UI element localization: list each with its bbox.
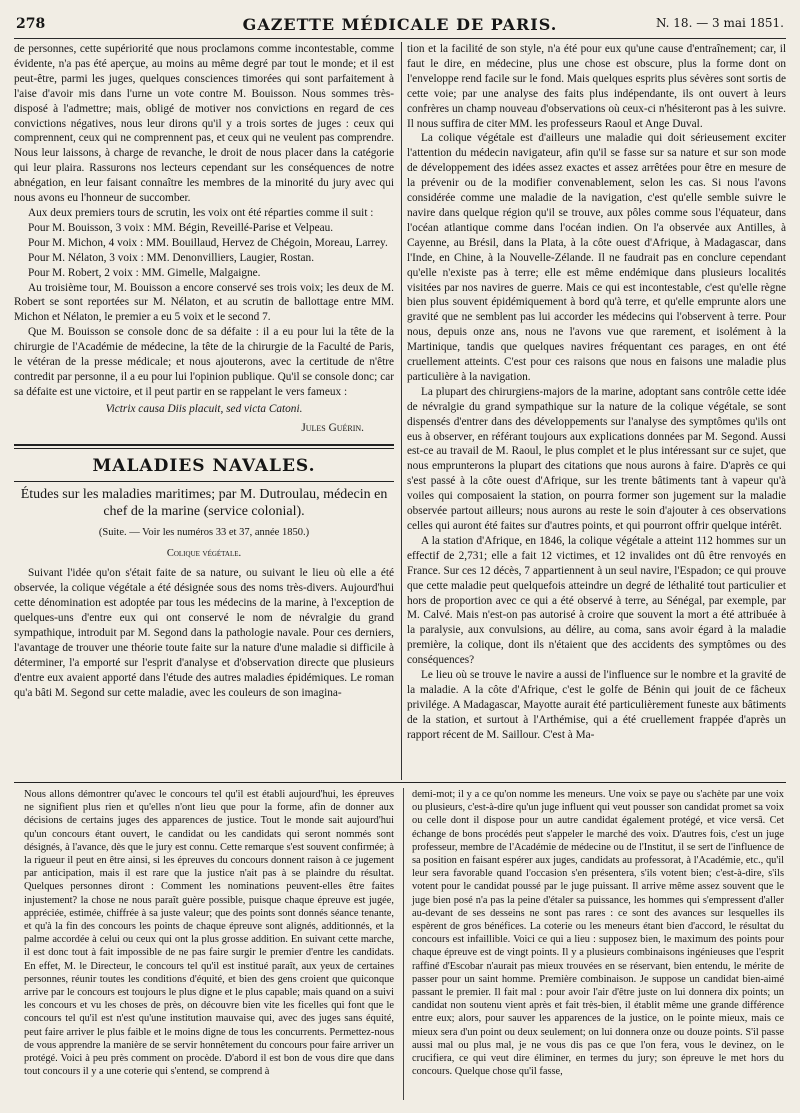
section-title: MALADIES NAVALES. bbox=[92, 455, 316, 476]
author-signature: Jules Guérin. bbox=[301, 421, 364, 434]
column-divider bbox=[401, 42, 402, 780]
feuilleton-divider bbox=[14, 782, 786, 783]
page-number: 278 bbox=[16, 16, 46, 32]
feuilleton-left: Nous allons démontrer qu'avec le concours tel qu'il est établi aujourd'hui, les épreuves ne signifient plus rien et qu'elles n'ont lieu que pour la forme, afin de donner aux décisions de certains juges des apparences de justice. Tout le monde sait aujourd'hui qu'un concours étant ouvert, le candidat ou les candidats qui seront nommés sont désignés, à l'avance, dès que le jury est connu. Cette remarque s'est souvent confirmée; à la rigueur il peut en être ainsi, si les épreuves du concours donnent raison à ce jugement par anticipation, mais il est rare que la justice n'ait pas à se plaindre du résultat. Quelques personnes diront : Comment les nominations peuvent-elles être faites injustement? la chose ne nous paraît guère possible, puisque chaque épreuve est jugée, appréciée, estimée, chiffrée à sa juste valeur; que des points sont donnés séance tenante, et qu'à la fin des concours les points de chaque épreuve sont alignés, additionnés, et la palme accordée à celui ou ceux qui ont la plus grosse addition. En suivant cette marche, il est donc tout à fait impossible de ne pas faire surgir le premier d'entre les candidats. En effet, M. le Directeur, le concours tel qu'il est institué paraît, aux yeux de certaines personnes, réunir toutes les conditions d'équité, et bien des gens croient que quiconque arrive par le concours est toujours le plus digne et le plus capable; mais quand on a suivi les concours et vu les choses de près, on découvre bien vite les ficelles qui font que le concours tel qu'il est n'est qu'une institution mauvaise qui, avec des juges sans équité, peut faire arriver le plus faible et le moins digne de tous les concurrents. Permettez-nous de vous apprendre la manière de se servir honnêtement du concours pour faire arriver un protégé. Voici à peu près comment on procède. D'abord il est bon de vous dire que dans tout concours il y a une coterie qui s'entend, se comprend à bbox=[24, 789, 394, 1078]
paragraph: Que M. Bouisson se console donc de sa défaite : il a eu pour lui la tête de la chirurgie de l'Académie de médecine, la tête de la chirurgie de la Faculté de Paris, le vétéran de la presse médicale; et nous ajouterons, avec la certitude de n'être contredit par personne, il a eu pour lui l'opinion publique. Qu'il se console donc; car sa défaite est une victoire, et il peut partir en se rappelant le vers fameux : bbox=[14, 326, 394, 398]
paragraph: La colique végétale est d'ailleurs une maladie qui doit sérieusement exciter l'attention du médecin navigateur, afin qu'il se fasse sur sa nature et sur son mode de développement des idées assez exactes et assez arrêtées pour être en mesure de la prévenir ou de la modifier convenablement, selon les cas. Si nous l'avons considérée comme une maladie de la navigation, c'est qu'elle semble suivre le navire dans quelque région qu'il se trouve, aux pôles comme sous l'équateur, dans l'océan atlantique comme dans l'océan indien. On l'a observée aux Antilles, à Cayenne, au Brésil, dans la Plata, à la côte ouest d'Afrique, à Madagascar, dans l'Inde, en Chine, à la Nouvelle-Zélande. Il ne faudrait pas en conclure cependant qu'elle n'existe pas à terre; elle est même endémique dans plusieurs localités visitées par nos navires de guerre. Mais ce qui est incontestable, c'est qu'elle règne bien plus souvent épidémiquement à bord qu'à terre, et qu'elle emprunte alors une gravité que ne semblent pas lui accorder les médecins qui l'observent à terre. Pour nous, depuis onze ans, nous ne l'avons vue que rarement, et isolément à la Martinique, tandis que quelques navires fréquentant ces parages, en ont été cruellement atteints. C'est pour ces raisons que nous en faisons une maladie plus particulière à la navigation. bbox=[407, 132, 786, 383]
vote-line: Pour M. Bouisson, 3 voix : MM. Bégin, Reveillé-Parise et Velpeau. bbox=[28, 221, 334, 234]
latin-verse: Victrix causa Diis placuit, sed victa Catoni. bbox=[105, 402, 303, 415]
section-divider bbox=[14, 444, 394, 446]
issue-date: N. 18. — 3 mai 1851. bbox=[655, 16, 784, 30]
paragraph: A la station d'Afrique, en 1846, la colique végétale a atteint 112 hommes sur un effectif de 2,731; elle a fait 12 victimes, et 12 invalides ont dû être renvoyés en France. Sur ces 12 décès, 7 appartiennent à un seul navire, l'Espadon; ce qui prouve que cette maladie peut quelquefois atteindre un degré de léthalité tout particulier et hors de proportion avec ce qui a été observé à terre, au Sénégal, par exemple, par M. Calvé. Mais n'est-on pas autorisé à croire que souvent la mort a été attribuée à la paralysie, aux convulsions, au délire, au coma, sans avoir égard à la maladie première, la colique, dont ils n'étaient que des accidents des symptômes ou des conséquences? bbox=[407, 534, 786, 667]
section-divider bbox=[14, 448, 394, 449]
journal-title: GAZETTE MÉDICALE DE PARIS. bbox=[242, 15, 558, 34]
vote-line: Pour M. Michon, 4 voix : MM. Bouillaud, Hervez de Chégoin, Moreau, Larrey. bbox=[28, 236, 388, 249]
page bbox=[14, 10, 786, 1105]
paragraph: Au troisième tour, M. Bouisson a encore conservé ses trois voix; les deux de M. Robert se sont reportées sur M. Nélaton, et au scrutin de ballottage entre MM. Michon et Nélaton, le premier a eu 5 voix et le second 7. bbox=[14, 281, 394, 324]
paragraph: Suivant l'idée qu'on s'était faite de sa nature, ou suivant le lieu où elle a été observée, la colique végétale a été désignée sous des noms très-divers. Aujourd'hui cette dénomination est adoptée par tous les médecins de la marine, à l'exception de quelques-uns d'entre eux qui ont conservé le nom de névralgie du grand sympathique, introduit par M. Segond dans la pathologie navale. Pour ces derniers, l'avantage de trouver une théorie toute faite sur la nature d'une maladie si difficile à déterminer, l'a emporté sur l'esprit d'analyse et d'observation directe que plusieurs d'entre eux avaient apporté dans l'étude des autres maladies épidémiques. Le roman qu'a bâti M. Segond sur cette maladie, avec les couleurs de son imagina- bbox=[14, 567, 394, 699]
section-divider bbox=[14, 481, 394, 482]
paragraph: La plupart des chirurgiens-majors de la marine, adoptant sans contrôle cette idée de névralgie du grand sympathique sur la nature de la colique végétale, se sont dispensés d'entrer dans des développements sur l'analyse des symptômes qu'ils ont eus à observer, en référant toujours aux explications données par M. Segond. Aussi est-ce au travail de M. Raoul, le plus complet et le plus intéressant sur ce sujet, que nous emprunterons la plupart des citations que nous aurons à faire. D'après ce qui s'est passé à la côte ouest d'Afrique, sur les trente bâtiments tant à vapeur qu'à voiles qui composaient la station, on pourra former son jugement sur la maladie observée partout ailleurs; nous aurons au reste le soin d'ajouter à ces observations celles qui auront été faites sur d'autres points, et qui pourront offrir quelque intérêt. bbox=[407, 385, 786, 532]
feuilleton-column-divider bbox=[403, 788, 404, 1100]
paragraph: Le lieu où se trouve le navire a aussi de l'influence sur le nombre et la gravité de la maladie. A la côte d'Afrique, c'est le golfe de Bénin qui jouit de ce fâcheux privilége. A Madagascar, Mayotte aurait été particulièrement funeste aux bâtiments de la station, et surtout à l'Arthémise, qui a été cruellement frappée d'après un rapport récent de M. Saillour. C'est à Ma- bbox=[407, 669, 786, 741]
feuilleton-right: demi-mot; il y a ce qu'on nomme les meneurs. Une voix se paye ou s'achète par une voix ou plusieurs, c'est-à-dire qu'un juge influent qui veut pousser son candidat promet sa voix ou celle dont il dispose pour un autre candidat également protégé, et vice versâ. Cet échange de bons procédés peut s'appeler le marché des voix. D'autres fois, c'est un juge professeur, membre de l'Académie de médecine ou de l'Institut, il se sert de l'influence de sa position en faisant espérer aux juges, candidats au professorat, à l'Académie, etc., qu'il leur sera favorable quand l'occasion s'en présentera, s'ils votent bien; c'est-à-dire, s'ils votent pour le candidat poussé par le juge puissant. Il arrive même assez souvent que le juge bien posé n'a pas la peine d'étaler sa puissance, les hommes qui s'empressent d'aller au-devant de ses desseins ne sont pas rares : ce sont des avances sur lesquelles ils espèrent de gros bénéfices. La coterie ou les meneurs étant bien d'accord, le résultat du concours est infaillible. Voici ce qui a lieu : supposez bien, le maximum des points pour chaque épreuve est de vingt points. Il y a plusieurs combinaisons ingénieuses que l'esprit raffiné d'Escobar n'aurait pas mieux trouvées en se réservant, bien entendu, le mérite de passer pour un saint homme. Première combinaison. Je suppose un candidat bien-aimé passant le premier. Il fait mal : pour avoir l'air d'être juste on lui donnera dix points; un candidat non soutenu vient après et fait très-bien, il établit même une grande différence entre eux; alors, pour sauver les apparences de la justice, on le pointe mieux, mais ce mieux sera d'un point ou deux seulement; on lui donnera onze ou douze points. S'il passe aussi mal ou plus mal, je ne vous dis pas ce que l'on fera, vous le devinez, on le crucifiera, ce qui veut dire éliminer, en termes du jury; son épreuve le met hors du concours. Quelque chose qu'il fasse, bbox=[412, 789, 784, 1078]
paragraph: de personnes, cette supériorité que nous proclamons comme incontestable, comme évidente, n'a pas été aperçue, au moins au même degré par tout le monde; et il est peut-être, parmi les juges, quelques consciences timorées qui sont parfaitement à l'aise d'avoir mis dans l'urne un vote contre M. Bouisson. Nous sommes très-disposé à l'admettre; mais, obligé de motiver nos convictions en regard de ces convictions négatives, nous leur dirons qu'il y a trois sortes de juges : ceux qui comprennent, ceux qui ne comprennent pas, et ceux qui ne veulent pas comprendre. Nous leur laissons, à charge de revanche, le droit de nous placer dans la catégorie qui leur plaira. Rassurons nos lecteurs cependant sur les conséquences de notre abnégation, en leur faisant connaître les membres de la minorité du jury avec qui nous avons eu l'honneur de succomber. bbox=[14, 43, 394, 205]
vote-line: Pour M. Nélaton, 3 voix : MM. Denonvilliers, Laugier, Rostan. bbox=[28, 251, 315, 264]
article-continuation-note: (Suite. — Voir les numéros 33 et 37, année 1850.) bbox=[98, 527, 310, 539]
paragraph: tion et la facilité de son style, n'a été pour eux qu'une cause d'entraînement; car, il faut le dire, en médecine, plus une chose est obscure, plus la forme dont on l'enveloppe rend facile sur le fond. Mais quelques esprits plus sévères sont sortis de cette voie; par une analyse des faits plus indépendante, ils ont ouvert à leurs confrères un champ nouveau d'observations où ceux-ci n'hésiteront pas à les suivre. Il nous suffira de citer MM. les professeurs Raoul et Ange Duval. bbox=[407, 43, 786, 130]
right-column bbox=[407, 42, 786, 743]
paragraph: Aux deux premiers tours de scrutin, les voix ont été réparties comme il suit : bbox=[28, 206, 374, 219]
subsection-heading: Colique végétale. bbox=[166, 548, 242, 560]
vote-list bbox=[14, 221, 394, 281]
left-column bbox=[14, 42, 394, 700]
page-header bbox=[14, 10, 786, 39]
vote-line: Pour M. Robert, 2 voix : MM. Gimelle, Malgaigne. bbox=[28, 266, 261, 279]
article-title: Études sur les maladies maritimes; par M. Dutroulau, médecin en chef de la marine (service colonial). bbox=[20, 487, 388, 520]
